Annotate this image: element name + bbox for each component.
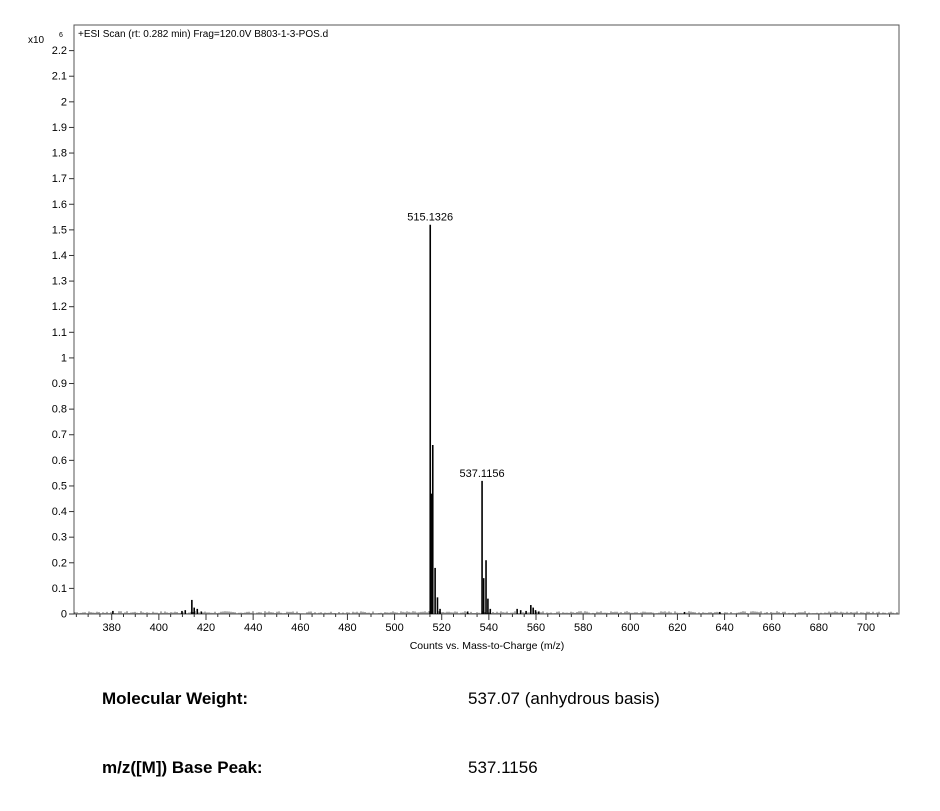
x-axis [76,614,889,634]
x-tick-label: 500 [385,622,404,634]
y-tick-label: 0.8 [51,403,67,416]
y-tick-label: 1.3 [51,275,67,288]
y-tick-label: 0.1 [51,582,67,595]
y-tick-label: 0.4 [51,506,67,519]
base-peak-value: 537.1156 [468,758,538,777]
y-exponent-label: 6 [59,32,63,39]
x-tick-label: 380 [102,622,121,634]
y-tick-label: 1.7 [51,173,67,186]
x-tick-label: 680 [809,622,829,634]
peak-annotation-label: 537.1156 [459,467,505,480]
molecular-weight-label: Molecular Weight: [102,689,249,708]
x-tick-label: 520 [432,622,451,634]
chart-title: +ESI Scan (rt: 0.282 min) Frag=120.0V B803-1-3-POS.d [78,29,329,40]
y-tick-label: 2.1 [51,70,67,83]
plot-frame [74,25,899,614]
y-tick-label: 1.1 [51,326,67,339]
y-tick-label: 0.5 [51,480,67,493]
y-tick-label: 2.2 [51,45,67,58]
x-tick-label: 480 [338,622,357,634]
y-tick-label: 1 [60,352,67,365]
y-tick-label: 1.9 [51,121,67,134]
y-tick-label: 0 [60,608,67,621]
y-tick-label: 1.4 [51,249,67,262]
x-tick-label: 540 [479,622,499,634]
y-axis [52,45,74,620]
y-tick-label: 0.6 [51,454,67,467]
y-tick-label: 1.5 [51,224,67,237]
base-peak-label: m/z([M]) Base Peak: [102,758,263,777]
molecular-weight-value: 537.07 (anhydrous basis) [468,689,660,708]
y-tick-label: 1.8 [51,147,67,160]
y-tick-label: 0.9 [51,378,67,391]
y-tick-label: 0.3 [51,531,67,544]
x-tick-label: 660 [762,622,781,634]
x-tick-label: 600 [621,622,640,634]
y-tick-label: 0.2 [51,557,67,570]
y-tick-label: 1.6 [51,198,67,211]
y-multiplier-label: x10 [28,35,45,46]
y-tick-label: 0.7 [51,429,67,442]
x-tick-label: 640 [715,622,734,634]
peak-annotation-label: 515.1326 [407,211,454,224]
x-tick-label: 560 [526,622,546,634]
x-tick-label: 400 [149,622,169,634]
y-tick-label: 2 [60,96,67,109]
y-tick-label: 1.2 [51,301,67,314]
x-tick-label: 420 [196,622,216,634]
x-tick-label: 580 [573,622,593,634]
x-tick-label: 460 [291,622,310,634]
x-tick-label: 620 [668,622,687,634]
x-axis-label: Counts vs. Mass-to-Charge (m/z) [409,640,565,652]
x-tick-label: 440 [243,622,263,634]
x-tick-label: 700 [856,622,876,634]
